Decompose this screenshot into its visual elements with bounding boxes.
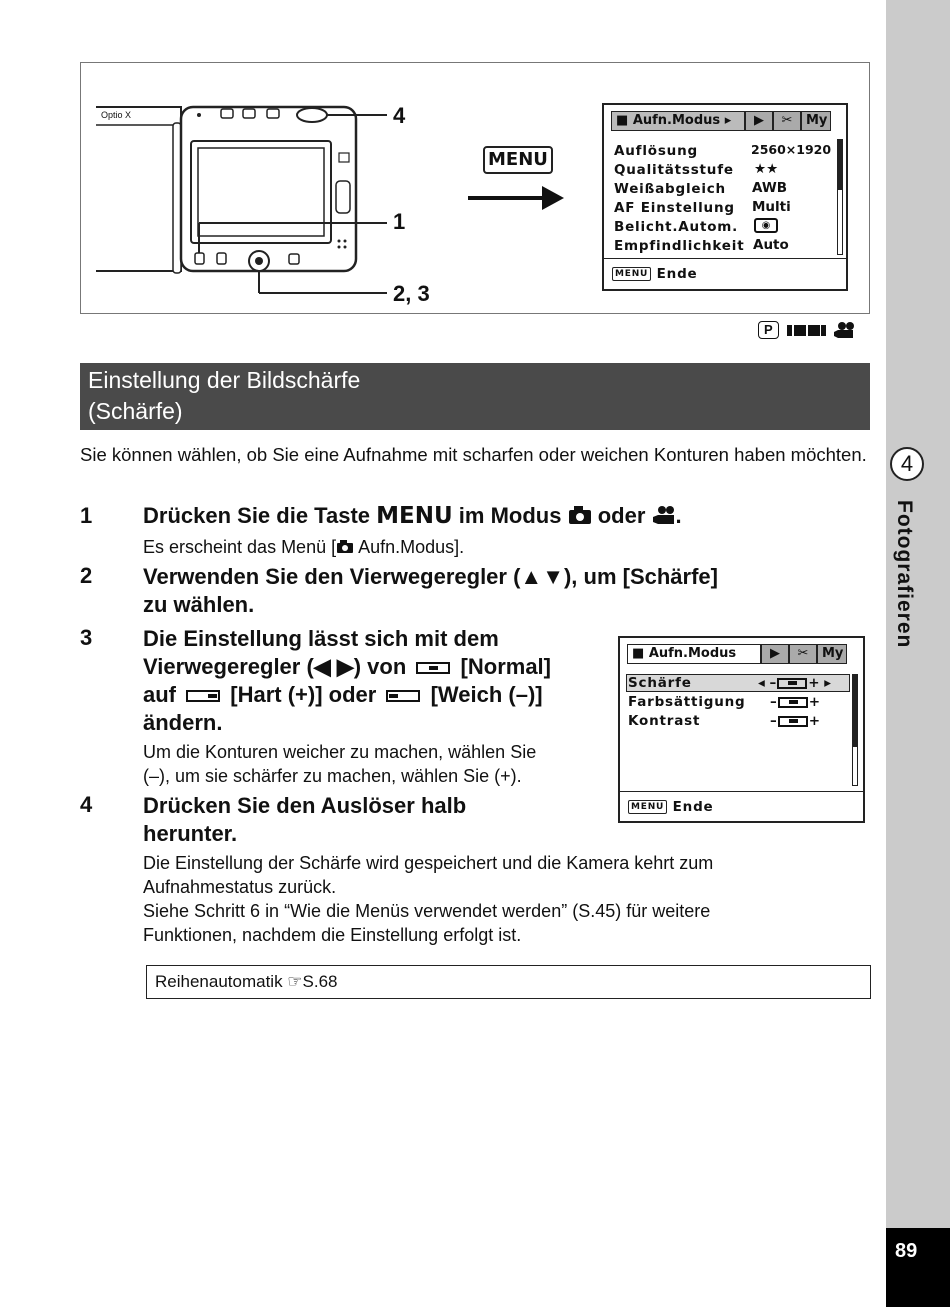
- menu-row-label: Empfindlichkeit: [614, 238, 745, 254]
- menu-row-label: Auflösung: [614, 143, 698, 159]
- tab-my: My: [801, 111, 831, 131]
- scrollbar: [837, 139, 843, 255]
- step-3-number: 3: [80, 625, 93, 650]
- intro-text: Sie können wählen, ob Sie eine Aufnahme mit scharfen oder weichen Konturen haben möchten.: [80, 444, 867, 465]
- menu-label: MENU: [376, 503, 453, 529]
- reference-box: Reihenautomatik ☞S.68: [146, 965, 871, 999]
- sharpness-hard-icon: [186, 690, 220, 702]
- contrast-slider: – +: [770, 713, 821, 729]
- step-3-title-line-4: ändern.: [143, 710, 223, 735]
- step-1-title: Drücken Sie die Taste MENU im Modus oder .: [143, 503, 682, 529]
- heading-line-2: (Schärfe): [88, 398, 183, 424]
- camera-brand-label: Optio X: [101, 110, 132, 120]
- menu-footer: MENU Ende: [612, 266, 698, 282]
- camera-icon: ■: [616, 113, 629, 128]
- tab-playback: ▶: [761, 644, 789, 664]
- step-4-title-line-1: Drücken Sie den Auslöser halb: [143, 793, 467, 818]
- arrow-right-icon: [466, 183, 566, 213]
- movie-icon: [652, 505, 676, 525]
- camera-icon: [336, 539, 354, 554]
- tab-setup: ✂: [789, 644, 817, 664]
- step-1-text: Es erscheint das Menü [ Aufn.Modus].: [143, 537, 465, 557]
- movie-mode-icon: [833, 321, 857, 339]
- step-3-title-line-3: auf [Hart (+)] oder [Weich (–)]: [143, 682, 543, 707]
- step-2-title-line-2: zu wählen.: [143, 592, 255, 617]
- page-number: 89: [895, 1240, 918, 1262]
- camera-icon: ■: [632, 646, 645, 661]
- tab-record-mode: ■ Aufn.Modus ▸: [611, 111, 745, 131]
- scrollbar: [852, 674, 858, 786]
- menu-row-label: AF Einstellung: [614, 200, 735, 216]
- menu-row-label: Qualitätsstufe: [614, 162, 734, 178]
- callout-2-3: 2, 3: [393, 281, 430, 306]
- camera-figure: [80, 62, 870, 314]
- step-4-text-2: Aufnahmestatus zurück.: [143, 877, 337, 897]
- chapter-tab: [886, 0, 950, 1307]
- metering-icon: ◉: [754, 218, 778, 233]
- menu-tabs: [627, 644, 847, 664]
- menu-row-label: Schärfe: [628, 675, 692, 691]
- menu-button-icon: MENU: [612, 267, 651, 281]
- mode-icons: [758, 321, 857, 339]
- sharpness-soft-icon: [386, 690, 420, 702]
- menu-button-icon: MENU: [628, 800, 667, 814]
- step-2-number: 2: [80, 563, 93, 588]
- menu-row-value: 2560×1920: [751, 142, 832, 157]
- menu-row-value: AWB: [752, 180, 788, 196]
- step-4-title-line-2: herunter.: [143, 821, 238, 846]
- step-4-text-3: Siehe Schritt 6 in “Wie die Menüs verwendet werden” (S.45) für weitere: [143, 901, 711, 921]
- section-heading: [80, 363, 870, 430]
- menu-screen-sharpness: [618, 636, 865, 823]
- callout-4: 4: [393, 103, 406, 128]
- step-4-number: 4: [80, 792, 93, 817]
- tab-record-mode: ■ Aufn.Modus: [627, 644, 761, 664]
- step-3-text-1: Um die Konturen weicher zu machen, wählen Sie: [143, 742, 537, 762]
- heading-line-1: Einstellung der Bildschärfe: [88, 367, 361, 393]
- chapter-number: 4: [890, 447, 924, 481]
- menu-row-label: Farbsättigung: [628, 694, 746, 710]
- sharpness-normal-icon: [416, 662, 450, 674]
- menu-row-label: Belicht.Autom.: [614, 219, 739, 235]
- menu-row-label: Weißabgleich: [614, 181, 726, 197]
- menu-row-value: ★★: [754, 161, 779, 177]
- program-mode-icon: P: [758, 321, 779, 339]
- camera-icon: [568, 505, 592, 525]
- menu-row-value: Multi: [752, 199, 791, 215]
- tab-my: My: [817, 644, 847, 664]
- menu-tabs: [611, 111, 831, 131]
- menu-button-icon: MENU: [483, 146, 553, 174]
- step-1-number: 1: [80, 503, 93, 528]
- step-4-text-4: Funktionen, nachdem die Einstellung erfolgt ist.: [143, 925, 522, 945]
- tab-playback: ▶: [745, 111, 773, 131]
- menu-row-value: Auto: [753, 237, 789, 253]
- saturation-slider: – +: [770, 694, 821, 710]
- continuous-mode-icon: [785, 322, 827, 338]
- step-2-title-line-1: Verwenden Sie den Vierwegeregler (▲▼), um [Schärfe]: [143, 564, 718, 589]
- step-3-text-2: (–), um sie schärfer zu machen, wählen Sie (+).: [143, 766, 522, 786]
- camera-illustration: [81, 63, 441, 313]
- menu-footer: MENU Ende: [628, 799, 714, 815]
- chapter-title: Fotografieren: [893, 500, 916, 649]
- sharpness-slider: ◂ – + ▸: [758, 675, 832, 691]
- menu-row-label: Kontrast: [628, 713, 701, 729]
- step-4-text-1: Die Einstellung der Schärfe wird gespeichert und die Kamera kehrt zum: [143, 853, 714, 873]
- menu-screen-record: [602, 103, 848, 291]
- step-3-title-line-1: Die Einstellung lässt sich mit dem: [143, 626, 499, 651]
- tab-setup: ✂: [773, 111, 801, 131]
- callout-1: 1: [393, 209, 406, 234]
- step-3-title-line-2: Vierwegeregler (◀ ▶) von [Normal]: [143, 654, 551, 679]
